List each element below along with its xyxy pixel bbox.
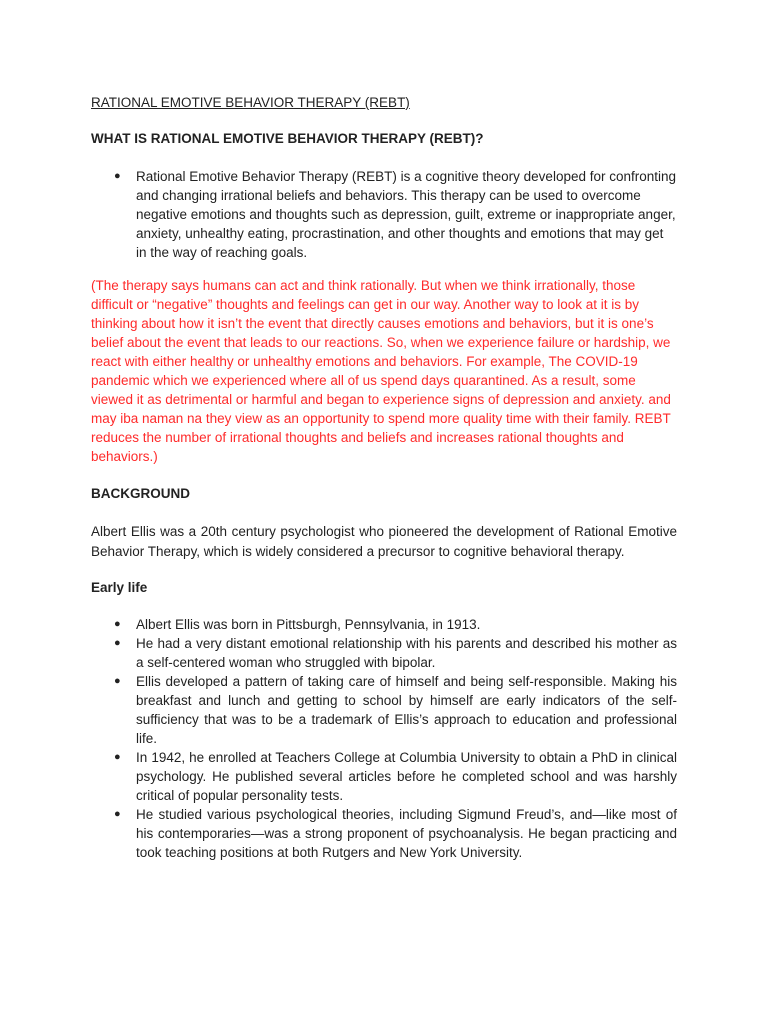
bullet-icon: ● [114,675,121,687]
what-is-bullet-list [91,167,677,262]
background-paragraph: Albert Ellis was a 20th century psychologist who pioneered the development of Rational Emotive Behavior Therapy, which is widely considered a precursor to cognitive behavioral therapy. [91,524,677,559]
list-item [91,634,677,672]
list-item [91,167,677,262]
list-item-text: He studied various psychological theories, including Sigmund Freud’s, and—like most of his contemporaries—was a strong proponent of psychoanalysis. He began practicing and took teaching positions at both Rutgers and New York University. [136,807,677,860]
early-life-bullet-list [91,615,677,862]
list-item-text: Ellis developed a pattern of taking care of himself and being self-responsible. Making his breakfast and lunch and getting to school by himself are early indicators of the self-sufficiency that was to be a trademark of Ellis’s approach to education and professional life. [136,674,677,746]
early-life-heading: Early life [91,580,148,595]
bullet-icon: ● [114,637,121,649]
bullet-icon: ● [114,618,121,630]
list-item-text: He had a very distant emotional relationship with his parents and described his mother as a self-centered woman who struggled with bipolar. [136,636,677,670]
list-item [91,615,677,634]
bullet-icon: ● [114,751,121,763]
what-is-heading: WHAT IS RATIONAL EMOTIVE BEHAVIOR THERAPY (REBT)? [91,131,484,146]
list-item-text: Albert Ellis was born in Pittsburgh, Pennsylvania, in 1913. [136,617,481,632]
red-note-paragraph: (The therapy says humans can act and think rationally. But when we think irrationally, those difficult or “negative” thoughts and feelings can get in our way. Another way to look at it is by thinking about how it isn’t the event that directly causes emotions and behaviors, but it is one’s belief about the event that leads to our reactions. So, when we experience failure or hardship, we react with either healthy or unhealthy emotions and behaviors. For example, The COVID-19 pandemic which we experienced where all of us spend days quarantined. As a result, some viewed it as detrimental or harmful and began to experience signs of depression and anxiety. and may iba naman na they view as an opportunity to spend more quality time with their family. REBT reduces the number of irrational thoughts and beliefs and increases rational thoughts and behaviors.) [91,278,671,464]
list-item-text: Rational Emotive Behavior Therapy (REBT) is a cognitive theory developed for confronting and changing irrational beliefs and behaviors. This therapy can be used to overcome negative emotions and thoughts such as depression, guilt, extreme or inappropriate anger, anxiety, unhealthy eating, procrastination, and other thoughts and emotions that may get in the way of reaching goals. [136,169,677,260]
document-title: RATIONAL EMOTIVE BEHAVIOR THERAPY (REBT) [91,95,410,110]
bullet-icon: ● [114,808,121,820]
bullet-icon: ● [114,170,121,182]
list-item [91,805,677,862]
list-item [91,748,677,805]
list-item-text: In 1942, he enrolled at Teachers College at Columbia University to obtain a PhD in clinical psychology. He published several articles before he completed school and was harshly critical of popular personality tests. [136,750,677,803]
list-item [91,672,677,748]
background-heading: BACKGROUND [91,486,190,501]
